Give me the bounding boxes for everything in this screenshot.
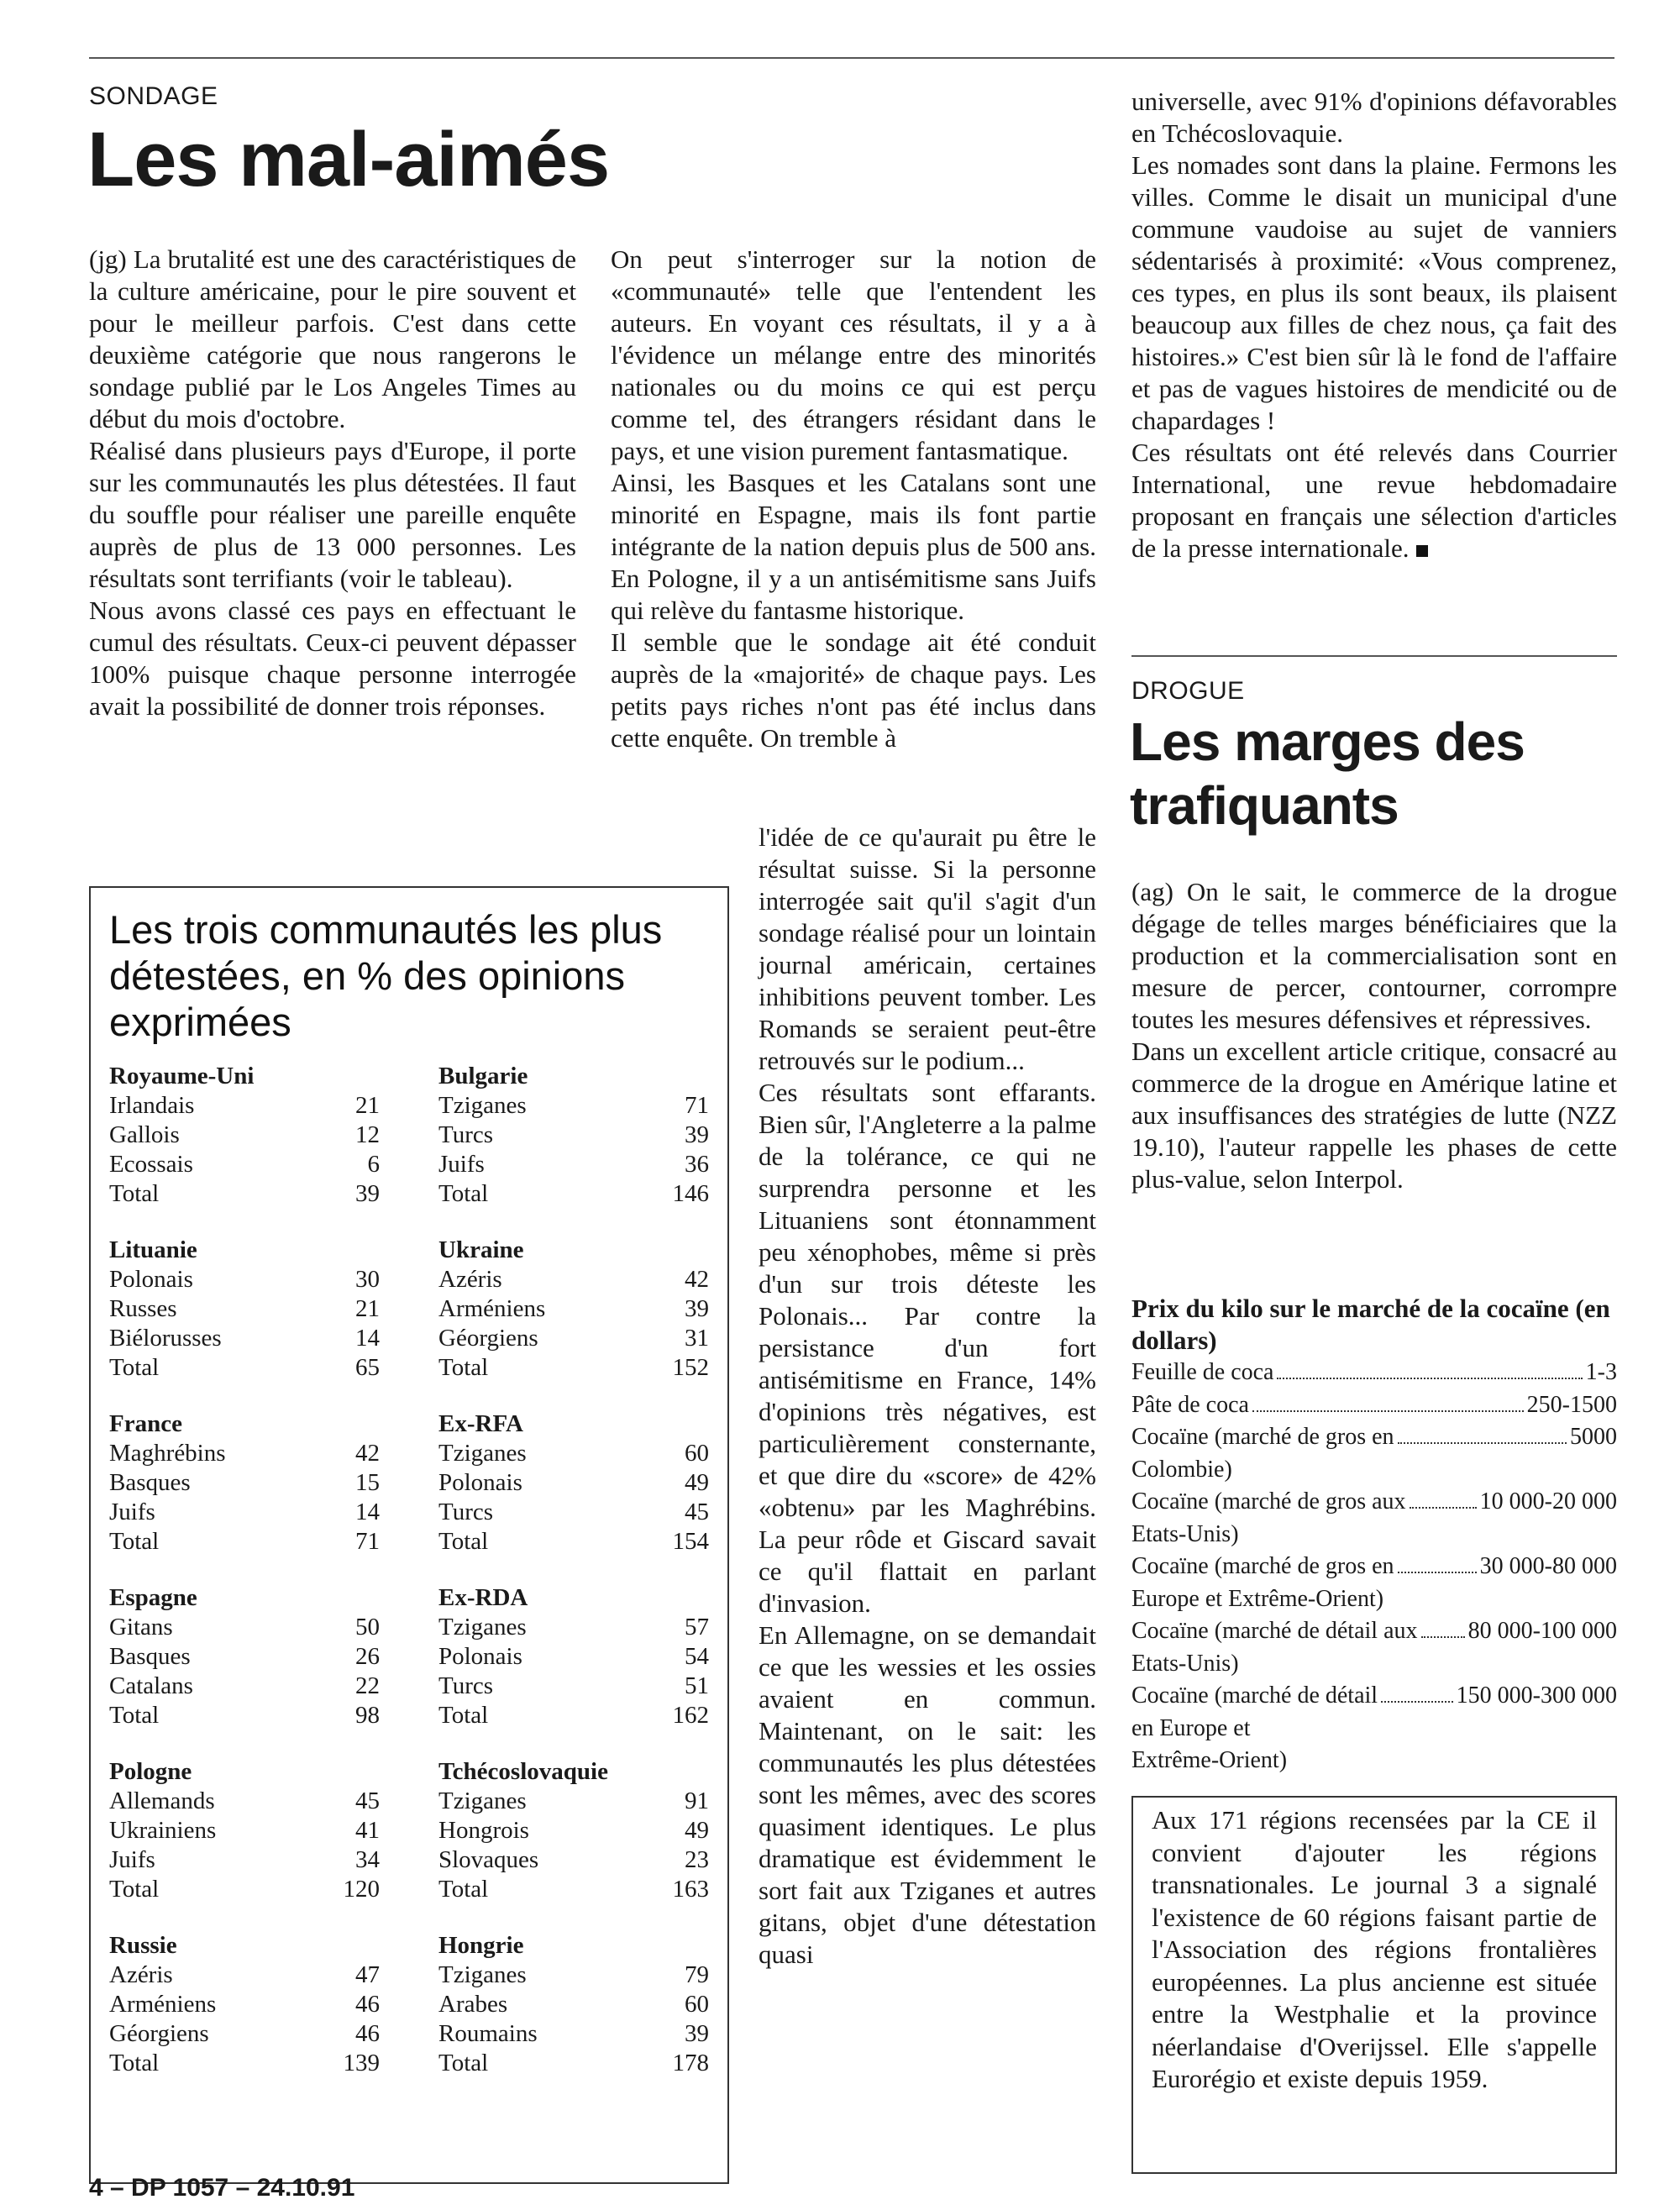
- percent-value: 39: [685, 2020, 709, 2047]
- table-row: [438, 1990, 709, 2019]
- regions-box: [1131, 1796, 1617, 2174]
- table-row: [109, 1091, 380, 1121]
- paragraph: Ainsi, les Basques et les Catalans sont une minorité en Espagne, mais ils font partie intégrante de la nation depuis plus de 500 ans. En Pologne, il y a un antisémitisme sans Juifs qui relève du fantasme historique.: [611, 468, 1096, 625]
- community-label: Géorgiens: [109, 2020, 209, 2047]
- price-label: Cocaïne (marché de détail aux Etats-Unis): [1131, 1618, 1418, 1677]
- price-item: [1131, 1389, 1617, 1422]
- table-row: [438, 1701, 709, 1730]
- dot-leader: [1398, 1442, 1567, 1444]
- table-row: [109, 1990, 380, 2019]
- table-row: [438, 1816, 709, 1845]
- percent-value: 23: [685, 1846, 709, 1873]
- community-label: Turcs: [438, 1121, 494, 1148]
- table-row: [109, 1845, 380, 1875]
- percent-value: 98: [355, 1702, 380, 1729]
- country-block: [109, 1931, 380, 2078]
- table-row: [438, 1468, 709, 1498]
- community-label: Total: [438, 1702, 489, 1729]
- country-name: Ukraine: [438, 1236, 524, 1263]
- community-label: Turcs: [438, 1672, 494, 1699]
- community-label: Total: [109, 2050, 160, 2076]
- country-block: [109, 1062, 380, 1209]
- community-label: Juifs: [438, 1151, 485, 1178]
- table-row: [109, 1816, 380, 1845]
- community-label: Arméniens: [438, 1295, 546, 1322]
- price-value: 250-1500: [1526, 1391, 1617, 1418]
- percent-value: 79: [685, 1961, 709, 1988]
- price-item: [1131, 1357, 1617, 1389]
- percent-value: 14: [355, 1499, 380, 1525]
- country-block: [438, 1931, 709, 2078]
- community-label: Ukrainiens: [109, 1817, 217, 1844]
- country-block: [438, 1409, 709, 1556]
- community-label: Polonais: [438, 1469, 522, 1496]
- community-label: Maghrébins: [109, 1440, 226, 1467]
- table-row: [109, 2019, 380, 2049]
- country-name: Pologne: [109, 1758, 192, 1785]
- table-row: [438, 1150, 709, 1179]
- kicker-sondage: SONDAGE: [89, 82, 218, 110]
- country-block: [109, 1757, 380, 1904]
- price-label: Cocaïne (marché de gros en Europe et Extrême-Orient): [1131, 1553, 1394, 1612]
- table-row: [109, 1642, 380, 1672]
- community-label: Polonais: [109, 1266, 193, 1293]
- community-label: Juifs: [109, 1499, 155, 1525]
- percent-value: 120: [343, 1876, 380, 1903]
- table-row: [109, 1179, 380, 1209]
- percent-value: 21: [355, 1295, 380, 1322]
- table-row: [109, 1613, 380, 1642]
- price-value: 1-3: [1585, 1359, 1617, 1385]
- table-row: [109, 1468, 380, 1498]
- table-row: [438, 1265, 709, 1294]
- cocaine-price-list: [1131, 1293, 1617, 1777]
- community-label: Arabes: [438, 1991, 508, 2018]
- community-label: Gallois: [109, 1121, 180, 1148]
- paragraph: l'idée de ce qu'aurait pu être le résultat suisse. Si la personne interrogée sait qu'il s'agit d'un sondage réalisé pour un lointain journal américain, certaines inhibitions peuvent tomber. Les Romands se seraient peut-être retrouvés sur le podium...: [759, 822, 1096, 1075]
- percent-value: 42: [355, 1440, 380, 1467]
- table-row: [438, 1498, 709, 1527]
- table-row: [438, 1845, 709, 1875]
- paragraph: On peut s'interroger sur la notion de «communauté» telle que l'entendent les auteurs. En voyant ces résultats, il y a à l'évidence un mélange entre des minorités nationales ou du moins ce qui est perçu comme tel, des étrangers résidant dans le pays, et une vision purement fantasmatique.: [611, 244, 1096, 465]
- table-row: [438, 2049, 709, 2078]
- community-label: Polonais: [438, 1643, 522, 1670]
- paragraph: Réalisé dans plusieurs pays d'Europe, il porte sur les communautés les plus détestées. Il faut du souffle pour réaliser une pareille enquête auprès de plus de 13 000 personnes. Les résultats sont terrifiants (voir le tableau).: [89, 436, 576, 593]
- paragraph: (jg) La brutalité est une des caractéristiques de la culture américaine, pour le pire souvent et pour le meilleur parfois. C'est dans cette deuxième catégorie que nous rangerons le sondage publié par le Los Angeles Times au début du mois d'octobre.: [89, 244, 576, 433]
- table-row: [109, 1121, 380, 1150]
- paragraph: (ag) On le sait, le commerce de la drogue dégage de telles marges bénéficiaires que la production et la commercialisation sont en mesure de percer, contourner, corrompre toutes les mesures défensives et répressives.: [1131, 877, 1617, 1034]
- survey-table-grid: [109, 1062, 709, 2078]
- country-block: [109, 1409, 380, 1556]
- community-label: Total: [438, 1354, 489, 1381]
- percent-value: 30: [355, 1266, 380, 1293]
- country-block: [438, 1236, 709, 1383]
- country-name: Espagne: [109, 1584, 197, 1611]
- percent-value: 60: [685, 1991, 709, 2018]
- percent-value: 36: [685, 1151, 709, 1178]
- price-item: [1131, 1615, 1617, 1680]
- percent-value: 26: [355, 1643, 380, 1670]
- community-label: Tziganes: [438, 1787, 527, 1814]
- table-row: [109, 1961, 380, 1990]
- country-name: Royaume-Uni: [109, 1063, 255, 1089]
- percent-value: 50: [355, 1614, 380, 1640]
- percent-value: 31: [685, 1325, 709, 1352]
- paragraph-text: Ces résultats ont été relevés dans Courrier International, une revue hebdomadaire proposant en français une sélection d'articles de la presse internationale.: [1131, 438, 1617, 563]
- survey-table-box: [89, 886, 729, 2184]
- community-label: Turcs: [438, 1499, 494, 1525]
- table-row: [438, 1642, 709, 1672]
- percent-value: 15: [355, 1469, 380, 1496]
- page-footer: 4 – DP 1057 – 24.10.91: [89, 2174, 355, 2202]
- top-rule: [89, 57, 1614, 59]
- country-name: Tchécoslovaquie: [438, 1758, 608, 1785]
- community-label: Catalans: [109, 1672, 193, 1699]
- price-label: Cocaïne (marché de gros en Colombie): [1131, 1424, 1394, 1483]
- table-row: [109, 1294, 380, 1324]
- community-label: Slovaques: [438, 1846, 539, 1873]
- table-row: [109, 1701, 380, 1730]
- price-label: Pâte de coca: [1131, 1391, 1249, 1418]
- dot-leader: [1421, 1636, 1465, 1638]
- price-value: 30 000-80 000: [1479, 1553, 1617, 1579]
- country-name: Bulgarie: [438, 1063, 528, 1089]
- dot-leader: [1398, 1572, 1477, 1573]
- community-label: Total: [109, 1354, 160, 1381]
- table-row: [438, 1353, 709, 1383]
- community-label: Total: [109, 1180, 160, 1207]
- table-row: [109, 1353, 380, 1383]
- price-value: 80 000-100 000: [1467, 1618, 1617, 1644]
- percent-value: 49: [685, 1469, 709, 1496]
- table-row: [109, 2049, 380, 2078]
- percent-value: 51: [685, 1672, 709, 1699]
- community-label: Ecossais: [109, 1151, 193, 1178]
- paragraph: [1131, 437, 1617, 564]
- percent-value: 45: [685, 1499, 709, 1525]
- paragraph: Nous avons classé ces pays en effectuant le cumul des résultats. Ceux-ci peuvent dépasser 100% puisque chaque personne interrogée avait la possibilité de donner trois réponses.: [89, 596, 576, 721]
- table-row: [109, 1265, 380, 1294]
- percent-value: 21: [355, 1092, 380, 1119]
- table-row: [438, 1961, 709, 1990]
- price-value: 10 000-20 000: [1479, 1488, 1617, 1514]
- country-block: [438, 1583, 709, 1730]
- table-row: [438, 1091, 709, 1121]
- community-label: Russes: [109, 1295, 177, 1322]
- price-value: 150 000-300 000: [1456, 1682, 1617, 1709]
- community-label: Total: [109, 1528, 160, 1555]
- community-label: Juifs: [109, 1846, 155, 1873]
- percent-value: 163: [672, 1876, 709, 1903]
- paragraph: Dans un excellent article critique, consacré au commerce de la drogue en Amérique latine et aux insuffisances des stratégies de lutte (NZZ 19.10), l'auteur rappelle les phases de cette plus-value, selon Interpol.: [1131, 1037, 1617, 1194]
- percent-value: 139: [343, 2050, 380, 2076]
- percent-value: 41: [355, 1817, 380, 1844]
- country-name: Ex-RFA: [438, 1410, 523, 1437]
- country-name: Russie: [109, 1932, 177, 1959]
- headline-mal-aimes: Les mal-aimés: [87, 117, 610, 202]
- table-row: [438, 1324, 709, 1353]
- percent-value: 46: [355, 1991, 380, 2018]
- table-row: [438, 1179, 709, 1209]
- community-label: Total: [438, 1876, 489, 1903]
- percent-value: 154: [672, 1528, 709, 1555]
- percent-value: 39: [685, 1121, 709, 1148]
- section-rule: [1131, 655, 1617, 657]
- community-label: Basques: [109, 1643, 191, 1670]
- percent-value: 54: [685, 1643, 709, 1670]
- percent-value: 178: [672, 2050, 709, 2076]
- percent-value: 65: [355, 1354, 380, 1381]
- community-label: Arméniens: [109, 1991, 217, 2018]
- table-row: [109, 1150, 380, 1179]
- table-row: [109, 1439, 380, 1468]
- paragraph: Les nomades sont dans la plaine. Fermons les villes. Comme le disait un municipal d'une commune vaudoise au sujet de vanniers sédentarisés à proximité: «Vous comprenez, ces types, en plus ils sont beaux, ils plaisent beaucoup aux filles de chez nous, ça fait des histoires.» C'est bien sûr là le fond de l'affaire et pas de vagues histoires de mendicité ou de chapardages !: [1131, 150, 1617, 435]
- table-row: [438, 1613, 709, 1642]
- percent-value: 71: [685, 1092, 709, 1119]
- community-label: Total: [109, 1702, 160, 1729]
- country-block: [438, 1757, 709, 1904]
- price-value: 5000: [1570, 1424, 1617, 1450]
- table-row: [109, 1787, 380, 1816]
- paragraph: universelle, avec 91% d'opinions défavorables en Tchécoslovaquie.: [1131, 87, 1617, 148]
- headline-marges-trafiquants: Les marges des trafiquants: [1130, 711, 1525, 836]
- paragraph: Ces résultats sont effarants. Bien sûr, l'Angleterre a la palme de la tolérance, ce qui ne surprendra personne et les Lituaniens sont étonnamment peu xénophobes, même si près d'un sur trois déteste les Polonais... Par contre la persistance d'un fort antisémitisme en France, 14% d'opinions très négatives, est particulièrement consternante, et que dire du «score» de 42% «obtenu» par les Maghrébins. La peur rôde et Giscard savait ce qu'il flattait en parlant d'invasion.: [759, 1078, 1096, 1618]
- percent-value: 57: [685, 1614, 709, 1640]
- table-row: [438, 1787, 709, 1816]
- community-label: Azéris: [438, 1266, 502, 1293]
- table-row: [109, 1498, 380, 1527]
- community-label: Total: [438, 1180, 489, 1207]
- end-mark-icon: [1416, 545, 1428, 557]
- percent-value: 14: [355, 1325, 380, 1352]
- price-label: Cocaïne (marché de gros aux Etats-Unis): [1131, 1488, 1406, 1547]
- kicker-drogue: DROGUE: [1131, 677, 1245, 705]
- percent-value: 49: [685, 1817, 709, 1844]
- percent-value: 6: [367, 1151, 380, 1178]
- table-row: [109, 1672, 380, 1701]
- paragraph: En Allemagne, on se demandait ce que les wessies et les ossies avaient en commun. Maintenant, on le sait: les communautés les plus détestées sont les mêmes, avec des scores quasiment identiques. Le plus dramatique est évidemment le sort fait aux Tziganes et autres gitans, objet d'une détestation quasi: [759, 1620, 1096, 1969]
- table-row: [438, 2019, 709, 2049]
- community-label: Tziganes: [438, 1440, 527, 1467]
- price-list-items: [1131, 1357, 1617, 1777]
- country-block: [109, 1236, 380, 1383]
- table-row: [438, 1875, 709, 1904]
- price-item: [1131, 1551, 1617, 1615]
- dot-leader: [1252, 1410, 1524, 1412]
- table-row: [438, 1439, 709, 1468]
- percent-value: 12: [355, 1121, 380, 1148]
- country-name: France: [109, 1410, 182, 1437]
- percent-value: 46: [355, 2020, 380, 2047]
- country-name: Lituanie: [109, 1236, 197, 1263]
- percent-value: 47: [355, 1961, 380, 1988]
- table-row: [438, 1527, 709, 1556]
- percent-value: 42: [685, 1266, 709, 1293]
- community-label: Géorgiens: [438, 1325, 538, 1352]
- table-row: [109, 1324, 380, 1353]
- article2-body: [1131, 876, 1617, 1195]
- community-label: Tziganes: [438, 1092, 527, 1119]
- community-label: Hongrois: [438, 1817, 529, 1844]
- table-row: [438, 1294, 709, 1324]
- price-item: [1131, 1421, 1617, 1486]
- community-label: Tziganes: [438, 1614, 527, 1640]
- country-block: [438, 1062, 709, 1209]
- table-row: [438, 1121, 709, 1150]
- community-label: Azéris: [109, 1961, 173, 1988]
- price-item: [1131, 1680, 1617, 1777]
- country-block: [109, 1583, 380, 1730]
- percent-value: 162: [672, 1702, 709, 1729]
- community-label: Total: [109, 1876, 160, 1903]
- percent-value: 60: [685, 1440, 709, 1467]
- dot-leader: [1277, 1378, 1582, 1379]
- percent-value: 22: [355, 1672, 380, 1699]
- percent-value: 34: [355, 1846, 380, 1873]
- dot-leader: [1410, 1507, 1477, 1509]
- percent-value: 39: [355, 1180, 380, 1207]
- article1-column-3: [1131, 86, 1617, 564]
- table-row: [438, 1672, 709, 1701]
- price-list-title: Prix du kilo sur le marché de la cocaïne (en dollars): [1131, 1294, 1610, 1355]
- community-label: Roumains: [438, 2020, 538, 2047]
- price-item: [1131, 1486, 1617, 1551]
- article1-column-1: [89, 244, 576, 722]
- country-name: Hongrie: [438, 1932, 524, 1959]
- percent-value: 152: [672, 1354, 709, 1381]
- percent-value: 45: [355, 1787, 380, 1814]
- community-label: Total: [438, 1528, 489, 1555]
- regions-box-text: Aux 171 régions recensées par la CE il convient d'ajouter les régions transnationales. Le journal 3 a signalé l'existence de 60 régions faisant partie de l'Association des régions frontalières européennes. La plus ancienne est située entre la Westphalie et la province néerlandaise d'Overijssel. Elle s'appelle Eurorégio et existe depuis 1959.: [1152, 1805, 1597, 2093]
- dot-leader: [1381, 1701, 1453, 1703]
- survey-table-title: Les trois communautés les plus détestées, en % des opinions exprimées: [109, 907, 663, 1044]
- article1-column-2: [611, 244, 1096, 754]
- percent-value: 91: [685, 1787, 709, 1814]
- paragraph: Il semble que le sondage ait été conduit auprès de la «majorité» de chaque pays. Les petits pays riches n'ont pas été inclus dans cette enquête. On tremble à: [611, 627, 1096, 753]
- community-label: Allemands: [109, 1787, 215, 1814]
- percent-value: 39: [685, 1295, 709, 1322]
- community-label: Gitans: [109, 1614, 173, 1640]
- community-label: Irlandais: [109, 1092, 195, 1119]
- community-label: Biélorusses: [109, 1325, 222, 1352]
- table-row: [109, 1527, 380, 1556]
- article1-column-2-continued: [759, 822, 1096, 1971]
- price-label: Feuille de coca: [1131, 1359, 1274, 1385]
- country-name: Ex-RDA: [438, 1584, 528, 1611]
- percent-value: 146: [672, 1180, 709, 1207]
- community-label: Total: [438, 2050, 489, 2076]
- community-label: Tziganes: [438, 1961, 527, 1988]
- table-row: [109, 1875, 380, 1904]
- community-label: Basques: [109, 1469, 191, 1496]
- price-label: Cocaïne (marché de détail en Europe et Extrême-Orient): [1131, 1682, 1378, 1773]
- percent-value: 71: [355, 1528, 380, 1555]
